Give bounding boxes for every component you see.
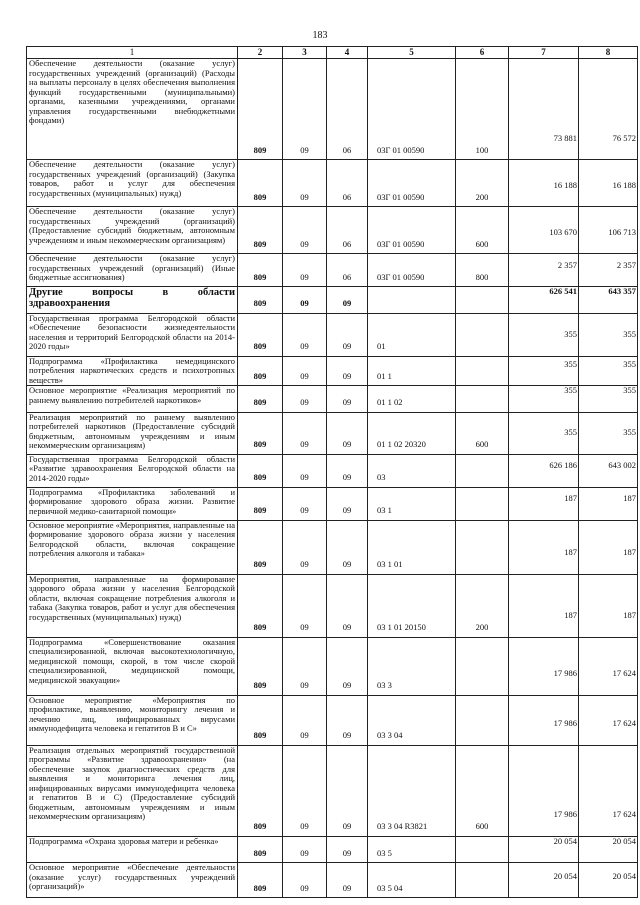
- cell-target-article: 03 5 04: [368, 863, 456, 898]
- table-row: [27, 386, 638, 413]
- cell-amount-year2: 355: [579, 412, 638, 454]
- cell-target-article: 03: [368, 454, 456, 487]
- cell-amount-year1: 187: [509, 574, 579, 637]
- cell-amount-year2: 76 572: [579, 59, 638, 160]
- row-description: Реализация мероприятий по раннему выявлению потребителей наркотиков (Предоставление субсидий бюджетным, автономным учреждениям и иным некоммерческим организациям): [27, 412, 238, 454]
- row-description: Основное мероприятие «Мероприятия, направленные на формирование здорового образа жизни у населения Белгородской области, включая сокращение потребления алкоголя и табака»: [27, 520, 238, 574]
- cell-grbs: 809: [238, 59, 283, 160]
- cell-section: 09: [283, 160, 327, 207]
- cell-amount-year1: 187: [509, 520, 579, 574]
- cell-amount-year2: 2 357: [579, 254, 638, 287]
- cell-grbs: 809: [238, 574, 283, 637]
- cell-target-article: [368, 287, 456, 314]
- cell-grbs: 809: [238, 863, 283, 898]
- cell-grbs: 809: [238, 207, 283, 254]
- cell-grbs: 809: [238, 520, 283, 574]
- cell-expense-type: [456, 637, 509, 695]
- cell-subsection: 09: [327, 313, 368, 356]
- cell-grbs: 809: [238, 313, 283, 356]
- cell-target-article: 03 5: [368, 836, 456, 863]
- cell-subsection: 09: [327, 637, 368, 695]
- cell-expense-type: [456, 356, 509, 386]
- cell-section: 09: [283, 863, 327, 898]
- cell-amount-year2: 355: [579, 356, 638, 386]
- table-row: [27, 695, 638, 745]
- cell-amount-year1: 103 670: [509, 207, 579, 254]
- cell-amount-year2: 20 054: [579, 863, 638, 898]
- cell-section: 09: [283, 254, 327, 287]
- cell-subsection: 06: [327, 254, 368, 287]
- cell-subsection: 09: [327, 863, 368, 898]
- table-row: [27, 254, 638, 287]
- row-description: Основное мероприятие «Мероприятия по профилактике, выявлению, мониторингу лечения и лечению лиц, инфицированных вирусами иммунодефицита человека и гепатитов В и С»: [27, 695, 238, 745]
- cell-section: 09: [283, 745, 327, 836]
- row-description: Государственная программа Белгородской области «Развитие здравоохранения Белгородской области на 2014-2020 годы»: [27, 454, 238, 487]
- cell-grbs: 809: [238, 254, 283, 287]
- cell-amount-year2: 17 624: [579, 745, 638, 836]
- table-row: [27, 356, 638, 386]
- cell-amount-year1: 17 986: [509, 637, 579, 695]
- row-description: Реализация отдельных мероприятий государственной программы «Развитие здравоохранения» (на обеспечение закупок диагностических средств для выявления и мониторинга лечения лиц, инфицированных вирусами иммунодефицита человека и гепатитов В и С) (Предоставление субсидий бюджетным, автономным учреждениям и иным некоммерческим организациям): [27, 745, 238, 836]
- cell-amount-year1: 626 186: [509, 454, 579, 487]
- cell-amount-year2: 20 054: [579, 836, 638, 863]
- cell-target-article: 01: [368, 313, 456, 356]
- column-header-5: 5: [368, 47, 456, 59]
- column-header-2: 2: [238, 47, 283, 59]
- cell-subsection: 09: [327, 487, 368, 520]
- cell-section: 09: [283, 637, 327, 695]
- cell-section: 09: [283, 454, 327, 487]
- cell-expense-type: [456, 520, 509, 574]
- cell-amount-year2: 17 624: [579, 637, 638, 695]
- cell-subsection: 09: [327, 287, 368, 314]
- cell-grbs: 809: [238, 745, 283, 836]
- row-description: Другие вопросы в области здравоохранения: [27, 287, 238, 314]
- cell-section: 09: [283, 487, 327, 520]
- cell-section: 09: [283, 386, 327, 413]
- cell-amount-year2: 643 357: [579, 287, 638, 314]
- cell-subsection: 09: [327, 520, 368, 574]
- cell-amount-year1: 355: [509, 356, 579, 386]
- cell-amount-year2: 355: [579, 386, 638, 413]
- cell-expense-type: [456, 863, 509, 898]
- cell-grbs: 809: [238, 695, 283, 745]
- cell-expense-type: [456, 454, 509, 487]
- row-description: Подпрограмма «Профилактика немедицинского потребления наркотических средств и психотропных веществ»: [27, 356, 238, 386]
- cell-amount-year2: 187: [579, 487, 638, 520]
- cell-amount-year1: 17 986: [509, 745, 579, 836]
- cell-section: 09: [283, 574, 327, 637]
- table-row: [27, 745, 638, 836]
- cell-amount-year1: 187: [509, 487, 579, 520]
- cell-grbs: 809: [238, 637, 283, 695]
- cell-grbs: 809: [238, 412, 283, 454]
- cell-section: 09: [283, 695, 327, 745]
- cell-expense-type: [456, 487, 509, 520]
- cell-amount-year2: 106 713: [579, 207, 638, 254]
- cell-target-article: 03 1 01: [368, 520, 456, 574]
- cell-expense-type: 800: [456, 254, 509, 287]
- row-description: Обеспечение деятельности (оказание услуг) государственных учреждений (организаций) (Предоставление субсидий бюджетным, автономным учреждениям и иным некоммерческим организациям): [27, 207, 238, 254]
- cell-amount-year1: 355: [509, 313, 579, 356]
- table-row: [27, 160, 638, 207]
- cell-expense-type: 100: [456, 59, 509, 160]
- cell-subsection: 06: [327, 160, 368, 207]
- cell-target-article: 03 1: [368, 487, 456, 520]
- cell-subsection: 09: [327, 386, 368, 413]
- cell-grbs: 809: [238, 356, 283, 386]
- cell-target-article: 03Г 01 00590: [368, 160, 456, 207]
- cell-target-article: 01 1: [368, 356, 456, 386]
- table-row: [27, 59, 638, 160]
- cell-section: 09: [283, 520, 327, 574]
- cell-subsection: 06: [327, 59, 368, 160]
- cell-subsection: 09: [327, 356, 368, 386]
- column-header-1: 1: [27, 47, 238, 59]
- cell-amount-year2: 355: [579, 313, 638, 356]
- cell-amount-year1: 20 054: [509, 863, 579, 898]
- table-header: [27, 47, 638, 59]
- cell-section: 09: [283, 836, 327, 863]
- cell-amount-year2: 643 002: [579, 454, 638, 487]
- cell-target-article: 03 1 01 20150: [368, 574, 456, 637]
- cell-amount-year1: 355: [509, 386, 579, 413]
- cell-target-article: 01 1 02 20320: [368, 412, 456, 454]
- table-row: [27, 487, 638, 520]
- column-header-6: 6: [456, 47, 509, 59]
- cell-subsection: 06: [327, 207, 368, 254]
- table-row: [27, 287, 638, 314]
- cell-grbs: 809: [238, 386, 283, 413]
- table-row: [27, 637, 638, 695]
- row-description: Обеспечение деятельности (оказание услуг) государственных учреждений (организаций) (Расходы на выплаты персоналу в целях обеспечения выполнения функций государственными (муниципальными) органами, казенными учреждениями, органами управления государственными внебюджетными фондами): [27, 59, 238, 160]
- cell-grbs: 809: [238, 487, 283, 520]
- cell-grbs: 809: [238, 160, 283, 207]
- row-description: Обеспечение деятельности (оказание услуг) государственных учреждений (организаций) (Иные бюджетные ассигнования): [27, 254, 238, 287]
- cell-expense-type: 600: [456, 745, 509, 836]
- cell-expense-type: 600: [456, 207, 509, 254]
- table-row: [27, 313, 638, 356]
- cell-amount-year1: 355: [509, 412, 579, 454]
- cell-subsection: 09: [327, 836, 368, 863]
- cell-expense-type: [456, 386, 509, 413]
- cell-section: 09: [283, 313, 327, 356]
- table-row: [27, 207, 638, 254]
- cell-section: 09: [283, 356, 327, 386]
- row-description: Подпрограмма «Охрана здоровья матери и ребенка»: [27, 836, 238, 863]
- cell-amount-year2: 16 188: [579, 160, 638, 207]
- cell-target-article: 01 1 02: [368, 386, 456, 413]
- cell-section: 09: [283, 287, 327, 314]
- cell-grbs: 809: [238, 287, 283, 314]
- cell-target-article: 03 3: [368, 637, 456, 695]
- table-row: [27, 412, 638, 454]
- table-row: [27, 520, 638, 574]
- row-description: Государственная программа Белгородской области «Обеспечение безопасности жизнедеятельности населения и территорий Белгородской области на 2014-2020 годы»: [27, 313, 238, 356]
- cell-target-article: 03Г 01 00590: [368, 254, 456, 287]
- row-description: Подпрограмма «Профилактика заболеваний и формирование здорового образа жизни. Развитие первичной медико-санитарной помощи»: [27, 487, 238, 520]
- row-description: Обеспечение деятельности (оказание услуг) государственных учреждений (организаций) (Закупка товаров, работ и услуг для обеспечения государственных (муниципальных) нужд): [27, 160, 238, 207]
- cell-expense-type: 600: [456, 412, 509, 454]
- cell-expense-type: [456, 287, 509, 314]
- table-row: [27, 836, 638, 863]
- cell-section: 09: [283, 207, 327, 254]
- cell-grbs: 809: [238, 836, 283, 863]
- table-body: [27, 59, 638, 898]
- cell-amount-year1: 17 986: [509, 695, 579, 745]
- cell-amount-year2: 187: [579, 574, 638, 637]
- cell-amount-year1: 626 541: [509, 287, 579, 314]
- column-header-3: 3: [283, 47, 327, 59]
- cell-section: 09: [283, 412, 327, 454]
- cell-target-article: 03 3 04: [368, 695, 456, 745]
- cell-target-article: 03Г 01 00590: [368, 59, 456, 160]
- table-row: [27, 454, 638, 487]
- cell-amount-year1: 16 188: [509, 160, 579, 207]
- cell-target-article: 03Г 01 00590: [368, 207, 456, 254]
- cell-expense-type: [456, 836, 509, 863]
- table-row: [27, 574, 638, 637]
- column-header-8: 8: [579, 47, 638, 59]
- cell-subsection: 09: [327, 745, 368, 836]
- cell-amount-year2: 17 624: [579, 695, 638, 745]
- table-row: [27, 863, 638, 898]
- cell-target-article: 03 3 04 R3821: [368, 745, 456, 836]
- column-header-7: 7: [509, 47, 579, 59]
- cell-expense-type: [456, 695, 509, 745]
- cell-amount-year2: 187: [579, 520, 638, 574]
- row-description: Основное мероприятие «Обеспечение деятельности (оказание услуг) государственных учреждений (организаций)»: [27, 863, 238, 898]
- cell-amount-year1: 2 357: [509, 254, 579, 287]
- cell-subsection: 09: [327, 412, 368, 454]
- cell-section: 09: [283, 59, 327, 160]
- cell-subsection: 09: [327, 574, 368, 637]
- cell-expense-type: 200: [456, 160, 509, 207]
- budget-table: [26, 46, 638, 898]
- cell-expense-type: 200: [456, 574, 509, 637]
- page-number: 183: [312, 30, 328, 41]
- cell-grbs: 809: [238, 454, 283, 487]
- row-description: Мероприятия, направленные на формирование здорового образа жизни у населения Белгородской области, включая сокращение потребления алкоголя и табака (Закупка товаров, работ и услуг для обеспечения государственных (муниципальных) нужд): [27, 574, 238, 637]
- cell-expense-type: [456, 313, 509, 356]
- cell-subsection: 09: [327, 695, 368, 745]
- column-header-4: 4: [327, 47, 368, 59]
- cell-amount-year1: 73 881: [509, 59, 579, 160]
- cell-subsection: 09: [327, 454, 368, 487]
- cell-amount-year1: 20 054: [509, 836, 579, 863]
- row-description: Подпрограмма «Совершенствование оказания специализированной, включая высокотехнологичную, медицинской помощи, скорой, в том числе скорой специализированной, медицинской помощи, медицинской эвакуации»: [27, 637, 238, 695]
- row-description: Основное мероприятие «Реализация мероприятий по раннему выявлению потребителей наркотиков»: [27, 386, 238, 413]
